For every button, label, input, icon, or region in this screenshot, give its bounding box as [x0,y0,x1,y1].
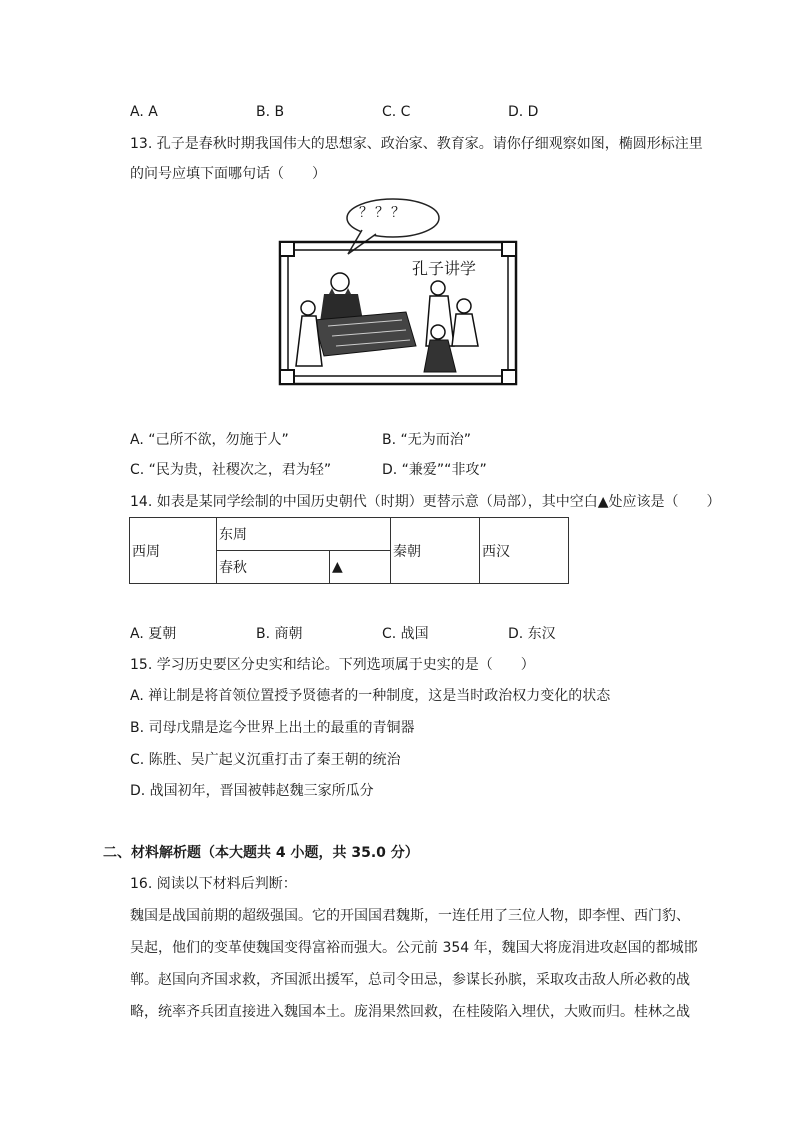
q14-stem: 14. 如表是某同学绘制的中国历史朝代（时期）更替示意（局部），其中空白▲处应该是（ ） [130,494,721,510]
cell-dongzhou: 东周 [217,518,391,551]
cell-qin: 秦朝 [391,518,480,584]
q15-option-d[interactable]: D. 战国初年，晋国被韩赵魏三家所瓜分 [130,783,374,799]
q13-option-c[interactable]: C. “民为贵，社稷次之，君为轻” [130,462,332,478]
frame-corner [502,242,516,256]
cell-xihan: 西汉 [480,518,569,584]
q16-material [130,900,700,1028]
cell-xizhou: 西周 [130,518,217,584]
q15-option-b[interactable]: B. 司母戊鼎是迄今世界上出土的最重的青铜器 [130,720,415,736]
q13-option-b[interactable]: B. “无为而治” [382,432,472,448]
q12-option-b[interactable]: B. B [256,104,285,120]
frame-corner [280,242,294,256]
q13-stem-line2: 的问号应填下面哪句话（ ） [130,166,326,182]
q12-option-c[interactable]: C. C [382,104,411,120]
confucius-lecture-illustration [278,196,518,388]
cell-blank: ▲ [330,551,391,584]
material-line: 郸。赵国向齐国求救，齐国派出援军，总司令田忌，参谋长孙膑，采取攻击敌人所必救的战 [130,972,690,988]
q14-option-c[interactable]: C. 战国 [382,626,429,642]
student-head [431,325,445,339]
q13-option-a[interactable]: A. “己所不欲，勿施于人” [130,432,289,448]
q12-option-a[interactable]: A. A [130,104,158,120]
material-line: 略，统率齐兵团直接进入魏国本土。庞涓果然回救，在桂陵陷入埋伏，大败而归。桂林之战 [130,1004,690,1020]
material-line: 魏国是战国前期的超级强国。它的开国国君魏斯，一连任用了三位人物，即李悝、西门豹、 [130,908,690,924]
section-heading: 二、材料解析题（本大题共 4 小题，共 35.0 分） [103,845,419,861]
image-caption: 孔子讲学 [412,259,477,278]
student-head [301,301,315,315]
q14-option-a[interactable]: A. 夏朝 [130,626,177,642]
q12-option-d[interactable]: D. D [508,104,539,120]
cell-chunqiu: 春秋 [217,551,330,584]
q15-option-a[interactable]: A. 禅让制是将首领位置授予贤德者的一种制度，这是当时政治权力变化的状态 [130,688,611,704]
q15-stem: 15. 学习历史要区分史实和结论。下列选项属于史实的是（ ） [130,657,535,673]
desk [314,312,416,356]
student-head [431,281,445,295]
q14-option-b[interactable]: B. 商朝 [256,626,303,642]
q13-option-d[interactable]: D. “兼爱”“非攻” [382,462,487,478]
q15-option-c[interactable]: C. 陈胜、吴广起义沉重打击了秦王朝的统治 [130,752,401,768]
q14-option-d[interactable]: D. 东汉 [508,626,556,642]
dynasty-table [129,517,569,584]
q13-stem-line1: 13. 孔子是春秋时期我国伟大的思想家、政治家、教育家。请你仔细观察如图，椭圆形标注里 [130,136,703,152]
q16-stem: 16. 阅读以下材料后判断： [130,876,297,892]
frame-corner [502,370,516,384]
frame-corner [280,370,294,384]
teacher-head [331,273,349,291]
illustration-svg [278,196,518,388]
speech-bubble-text: ？？？ [359,205,407,221]
student-body [452,314,478,346]
material-line: 吴起，他们的变革使魏国变得富裕而强大。公元前 354 年，魏国大将庞涓进攻赵国的都城邯 [130,940,698,956]
student-head [457,299,471,313]
